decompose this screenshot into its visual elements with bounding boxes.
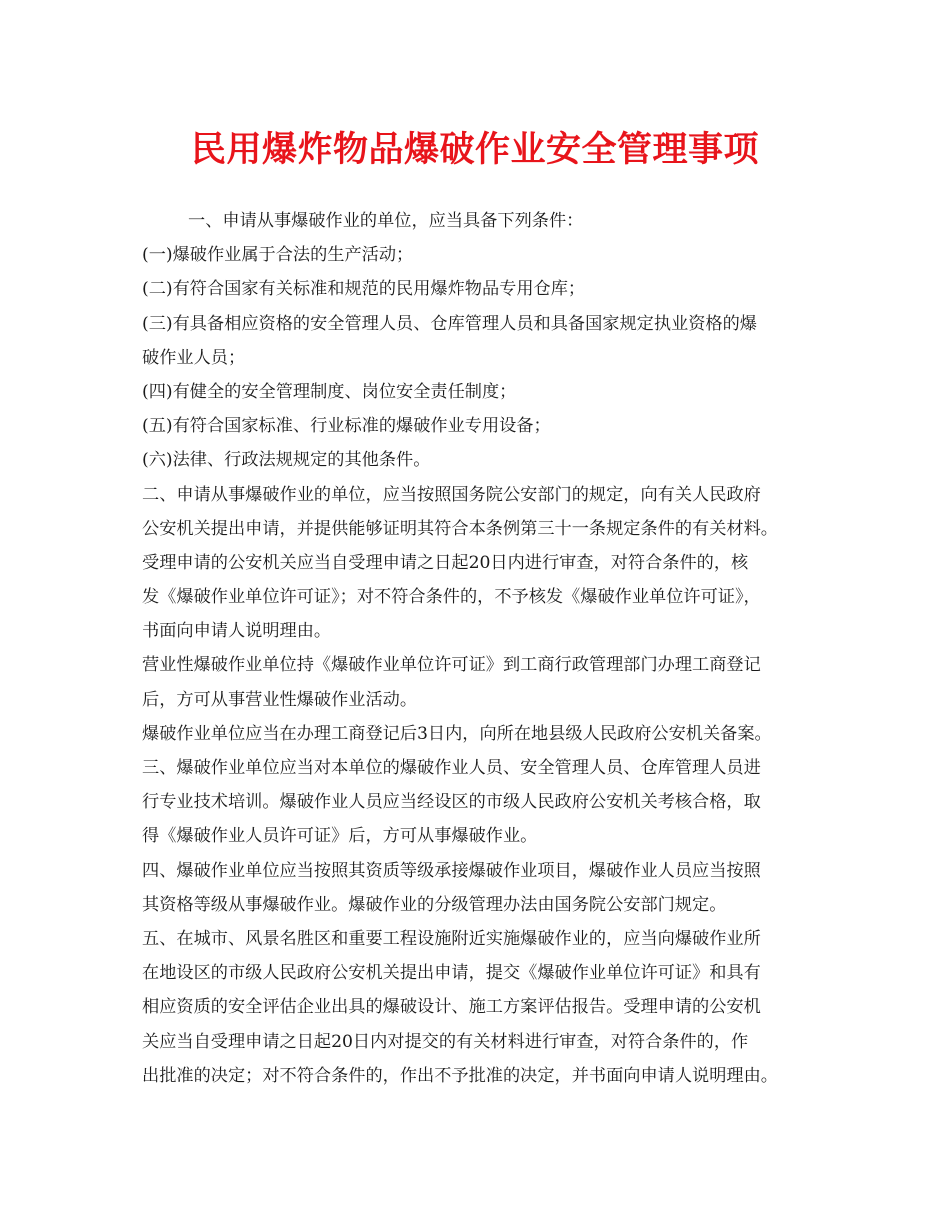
- text-line: 发《爆破作业单位许可证》；对不符合条件的，不予核发《爆破作业单位许可证》，: [142, 587, 761, 608]
- text-line: 行专业技术培训。爆破作业人员应当经设区的市级人民政府公安机关考核合格，取: [142, 792, 761, 813]
- text-line: 三、爆破作业单位应当对本单位的爆破作业人员、安全管理人员、仓库管理人员进: [142, 758, 761, 778]
- text-line: (三)有具备相应资格的安全管理人员、仓库管理人员和具备国家规定执业资格的爆: [142, 313, 757, 334]
- text-line: (五)有符合国家标准、行业标准的爆破作业专用设备；: [142, 416, 551, 437]
- document-title: 民用爆炸物品爆破作业安全管理事项: [190, 129, 759, 170]
- text-line: (四)有健全的安全管理制度、岗位安全责任制度；: [142, 381, 517, 402]
- text-line: 受理申请的公安机关应当自受理申请之日起20日内进行审查，对符合条件的，核: [142, 552, 749, 573]
- text-line: 公安机关提出申请，并提供能够证明其符合本条例第三十一条规定条件的有关材料。: [142, 518, 778, 539]
- text-line: 一、申请从事爆破作业的单位，应当具备下列条件：: [188, 211, 584, 231]
- text-line: 破作业人员；: [142, 347, 246, 368]
- text-line: 书面向申请人说明理由。: [142, 621, 332, 642]
- text-line: 其资格等级从事爆破作业。爆破作业的分级管理办法由国务院公安部门规定。: [142, 894, 727, 915]
- text-line: 五、在城市、风景名胜区和重要工程设施附近实施爆破作业的，应当向爆破作业所: [142, 928, 761, 949]
- text-line: (二)有符合国家有关标准和规范的民用爆炸物品专用仓库；: [142, 279, 586, 300]
- text-line: 爆破作业单位应当在办理工商登记后3日内，向所在地县级人民政府公安机关备案。: [142, 723, 772, 744]
- text-line: (六)法律、行政法规规定的其他条件。: [142, 450, 431, 471]
- document-body: [142, 204, 832, 1093]
- text-line: 出批准的决定；对不符合条件的，作出不予批准的决定，并书面向申请人说明理由。: [142, 1065, 778, 1086]
- text-line: 得《爆破作业人员许可证》后，方可从事爆破作业。: [142, 826, 538, 847]
- text-line: 相应资质的安全评估企业出具的爆破设计、施工方案评估报告。受理申请的公安机: [142, 997, 761, 1018]
- text-line: 在地设区的市级人民政府公安机关提出申请，提交《爆破作业单位许可证》和具有: [142, 963, 761, 984]
- text-line: 后，方可从事营业性爆破作业活动。: [142, 689, 418, 710]
- text-line: 四、爆破作业单位应当按照其资质等级承接爆破作业项目，爆破作业人员应当按照: [142, 860, 761, 881]
- text-line: (一)爆破作业属于合法的生产活动；: [142, 245, 414, 266]
- text-line: 关应当自受理申请之日起20日内对提交的有关材料进行审查，对符合条件的，作: [142, 1031, 749, 1052]
- text-line: 二、申请从事爆破作业的单位，应当按照国务院公安部门的规定，向有关人民政府: [142, 484, 761, 505]
- text-line: 营业性爆破作业单位持《爆破作业单位许可证》到工商行政管理部门办理工商登记: [142, 655, 761, 676]
